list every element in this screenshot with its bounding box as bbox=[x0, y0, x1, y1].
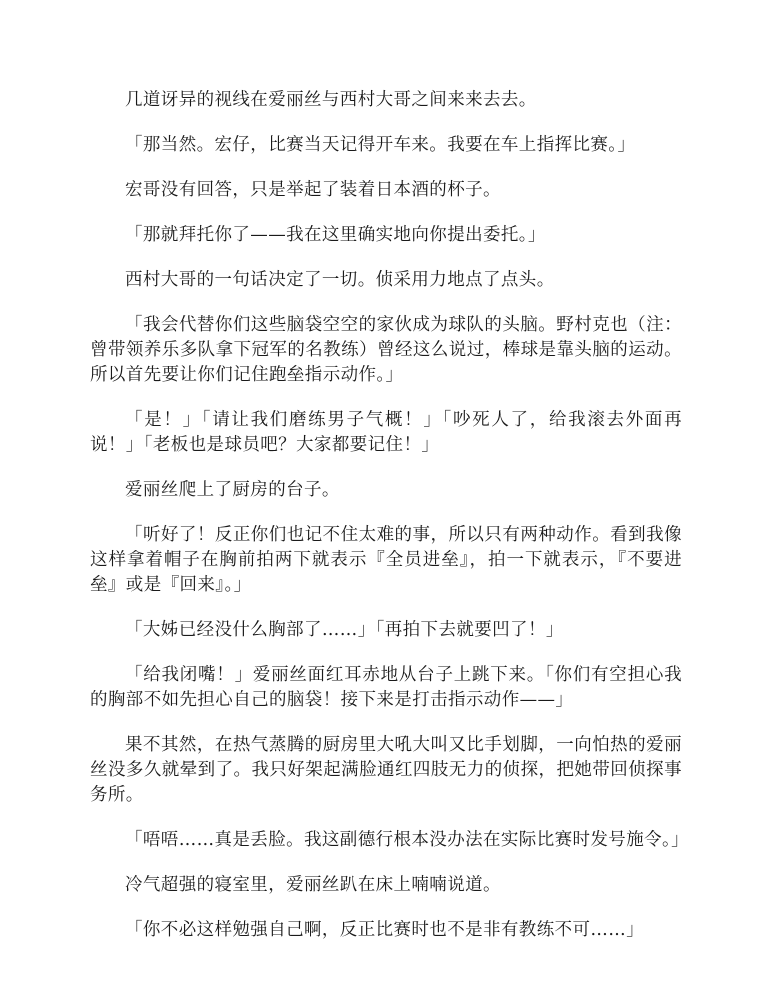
paragraph: 宏哥没有回答，只是举起了装着日本酒的杯子。 bbox=[125, 180, 501, 200]
paragraph: 「那当然。宏仔，比赛当天记得开车来。我要在车上指挥比赛。」 bbox=[125, 135, 636, 155]
paragraph: 西村大哥的一句话决定了一切。侦采用力地点了点头。 bbox=[125, 270, 555, 290]
paragraph: 几道讶异的视线在爱丽丝与西村大哥之间来来去去。 bbox=[125, 90, 537, 110]
paragraph: 果不其然，在热气蒸腾的厨房里大吼大叫又比手划脚，一向怕热的爱丽丝没多久就晕到了。我只好架起满脸通红四肢无力的侦探，把她带回侦探事务所。 bbox=[90, 735, 682, 805]
paragraph: 「是！」「请让我们磨练男子气概！」「吵死人了，给我滚去外面再说！」「老板也是球员吧？大家都要记住！」 bbox=[90, 410, 682, 455]
paragraph: 「给我闭嘴！」爱丽丝面红耳赤地从台子上跳下来。「你们有空担心我的胸部不如先担心自己的脑袋！接下来是打击指示动作——」 bbox=[90, 665, 682, 710]
paragraph: 「大姊已经没什么胸部了……」「再拍下去就要凹了！」 bbox=[125, 620, 564, 640]
paragraph: 「我会代替你们这些脑袋空空的家伙成为球队的头脑。野村克也（注：曾带领养乐多队拿下冠军的名教练）曾经这么说过，棒球是靠头脑的运动。所以首先要让你们记住跑垒指示动作。」 bbox=[90, 315, 682, 385]
paragraph: 爱丽丝爬上了厨房的台子。 bbox=[125, 480, 340, 500]
paragraph: 冷气超强的寝室里，爱丽丝趴在床上喃喃说道。 bbox=[125, 875, 501, 895]
paragraph: 「那就拜托你了——我在这里确实地向你提出委托。」 bbox=[125, 225, 546, 245]
paragraph: 「听好了！反正你们也记不住太难的事，所以只有两种动作。看到我像这样拿着帽子在胸前拍两下就表示『全员进垒』，拍一下就表示，『不要进垒』或是『回来』。」 bbox=[90, 525, 682, 595]
paragraph: 「唔唔……真是丢脸。我这副德行根本没办法在实际比赛时发号施令。」 bbox=[125, 830, 690, 850]
paragraph: 「你不必这样勉强自己啊，反正比赛时也不是非有教练不可……」 bbox=[125, 920, 645, 940]
book-page bbox=[90, 88, 690, 963]
